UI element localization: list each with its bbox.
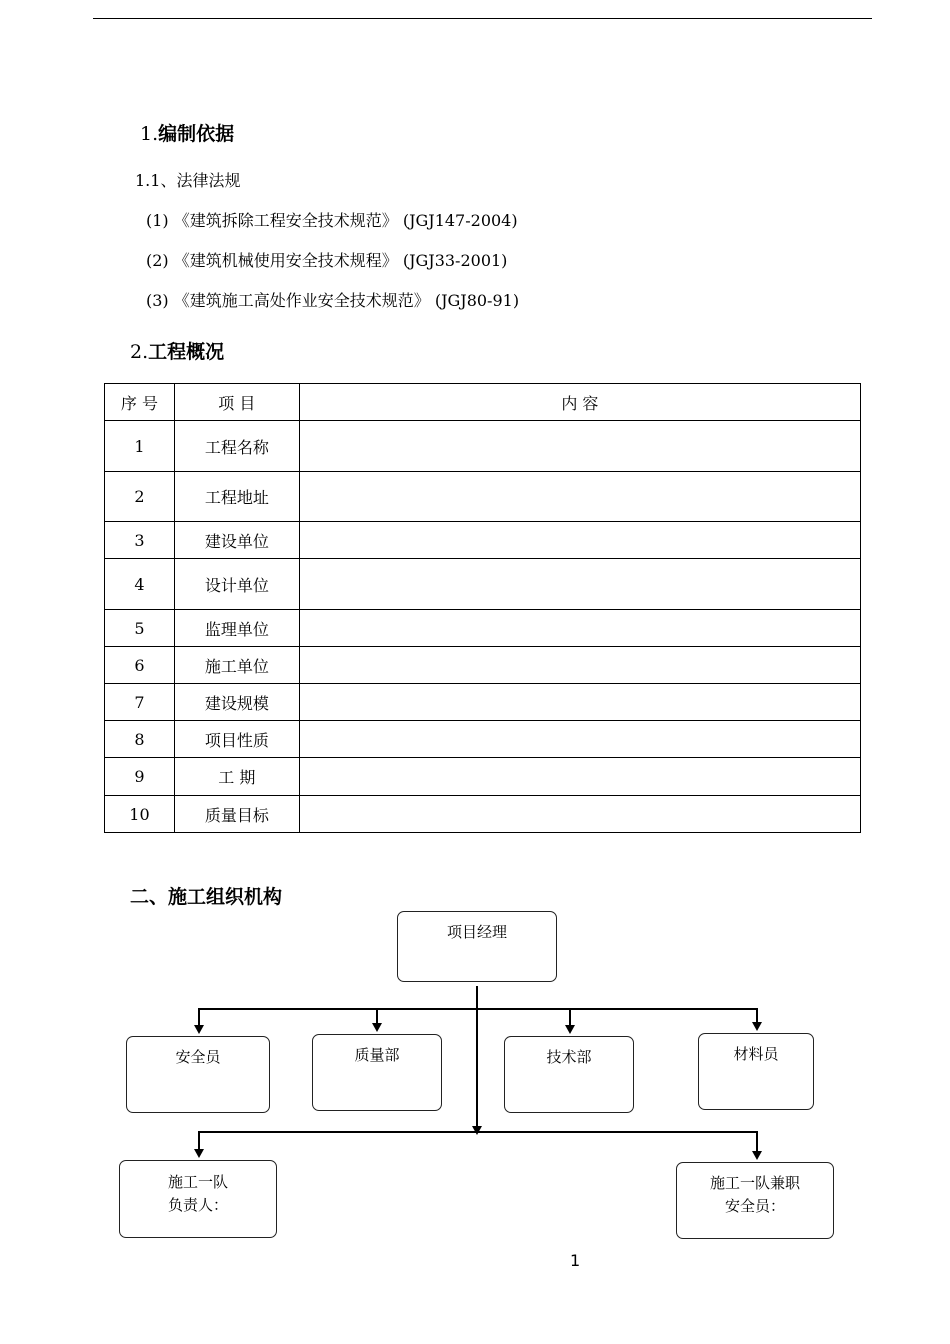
row-content xyxy=(299,559,860,610)
row-no: 7 xyxy=(105,684,175,721)
org-connector xyxy=(756,1008,758,1023)
row-item: 质量目标 xyxy=(174,796,299,833)
row-content xyxy=(299,421,860,472)
row-item: 工 期 xyxy=(174,758,299,796)
table-row xyxy=(105,647,861,684)
team-safety-line-1: 施工一队兼职 xyxy=(709,1174,800,1192)
table-row xyxy=(105,559,861,610)
row-content xyxy=(299,758,860,796)
header-item: 项 目 xyxy=(174,384,299,421)
row-content xyxy=(299,796,860,833)
org-connector xyxy=(569,1008,571,1026)
down-arrow-icon xyxy=(194,1149,204,1158)
regulation-item: (1) 《建筑拆除工程安全技术规范》 (JGJ147-2004) xyxy=(146,211,518,230)
regulation-item: (2) 《建筑机械使用安全技术规程》 (JGJ33-2001) xyxy=(146,251,508,270)
section-3-heading: 二、施工组织机构 xyxy=(130,886,283,908)
row-item: 工程地址 xyxy=(174,472,299,522)
section-2-title: 工程概况 xyxy=(148,341,225,363)
row-item: 设计单位 xyxy=(174,559,299,610)
section-1-heading xyxy=(140,119,234,146)
header-content: 内 容 xyxy=(299,384,860,421)
row-content xyxy=(299,647,860,684)
row-item: 监理单位 xyxy=(174,610,299,647)
row-no: 6 xyxy=(105,647,175,684)
table-row xyxy=(105,721,861,758)
table-header-row xyxy=(105,384,861,421)
row-no: 5 xyxy=(105,610,175,647)
section-1-number: 1. xyxy=(140,123,159,145)
down-arrow-icon xyxy=(752,1151,762,1160)
row-content xyxy=(299,610,860,647)
down-arrow-icon xyxy=(194,1025,204,1034)
header-rule xyxy=(93,18,872,19)
page-number: 1 xyxy=(570,1251,581,1270)
team-lead-line-2: 负责人： xyxy=(167,1196,228,1214)
table-row xyxy=(105,472,861,522)
section-2-number: 2. xyxy=(130,341,149,363)
org-connector xyxy=(756,1131,758,1152)
row-no: 9 xyxy=(105,758,175,796)
section-1-title: 编制依据 xyxy=(158,123,235,145)
team-safety-line-2: 安全员： xyxy=(724,1197,785,1215)
row-no: 10 xyxy=(105,796,175,833)
table-row xyxy=(105,796,861,833)
table-row xyxy=(105,684,861,721)
row-item: 施工单位 xyxy=(174,647,299,684)
org-upper-bus-line xyxy=(198,1008,758,1010)
row-no: 1 xyxy=(105,421,175,472)
down-arrow-icon xyxy=(565,1025,575,1034)
row-item: 建设单位 xyxy=(174,522,299,559)
org-connector xyxy=(376,1008,378,1024)
row-content xyxy=(299,721,860,758)
row-no: 2 xyxy=(105,472,175,522)
down-arrow-icon xyxy=(752,1022,762,1031)
row-item: 工程名称 xyxy=(174,421,299,472)
table-row xyxy=(105,758,861,796)
project-overview-table xyxy=(104,383,861,833)
table-row xyxy=(105,421,861,472)
header-no: 序 号 xyxy=(105,384,175,421)
down-arrow-icon xyxy=(372,1023,382,1032)
subsection-1-1: 1.1、法律法规 xyxy=(135,171,241,190)
org-node-safety: 安全员 xyxy=(126,1036,270,1113)
org-connector xyxy=(198,1008,200,1026)
org-node-team-lead xyxy=(119,1160,277,1238)
row-no: 8 xyxy=(105,721,175,758)
table-row xyxy=(105,610,861,647)
section-2-heading xyxy=(130,337,224,364)
org-connector xyxy=(198,1131,200,1150)
org-lower-bus-line xyxy=(198,1131,758,1133)
row-item: 建设规模 xyxy=(174,684,299,721)
row-content xyxy=(299,472,860,522)
row-no: 4 xyxy=(105,559,175,610)
org-node-tech: 技术部 xyxy=(504,1036,634,1113)
org-node-manager: 项目经理 xyxy=(397,911,557,982)
team-lead-line-1: 施工一队 xyxy=(167,1173,228,1191)
row-content xyxy=(299,684,860,721)
row-no: 3 xyxy=(105,522,175,559)
org-node-quality: 质量部 xyxy=(312,1034,442,1111)
org-node-material: 材料员 xyxy=(698,1033,814,1110)
row-content xyxy=(299,522,860,559)
org-node-team-safety xyxy=(676,1162,834,1239)
row-item: 项目性质 xyxy=(174,721,299,758)
regulation-item: (3) 《建筑施工高处作业安全技术规范》 (JGJ80-91) xyxy=(146,291,520,310)
table-row xyxy=(105,522,861,559)
